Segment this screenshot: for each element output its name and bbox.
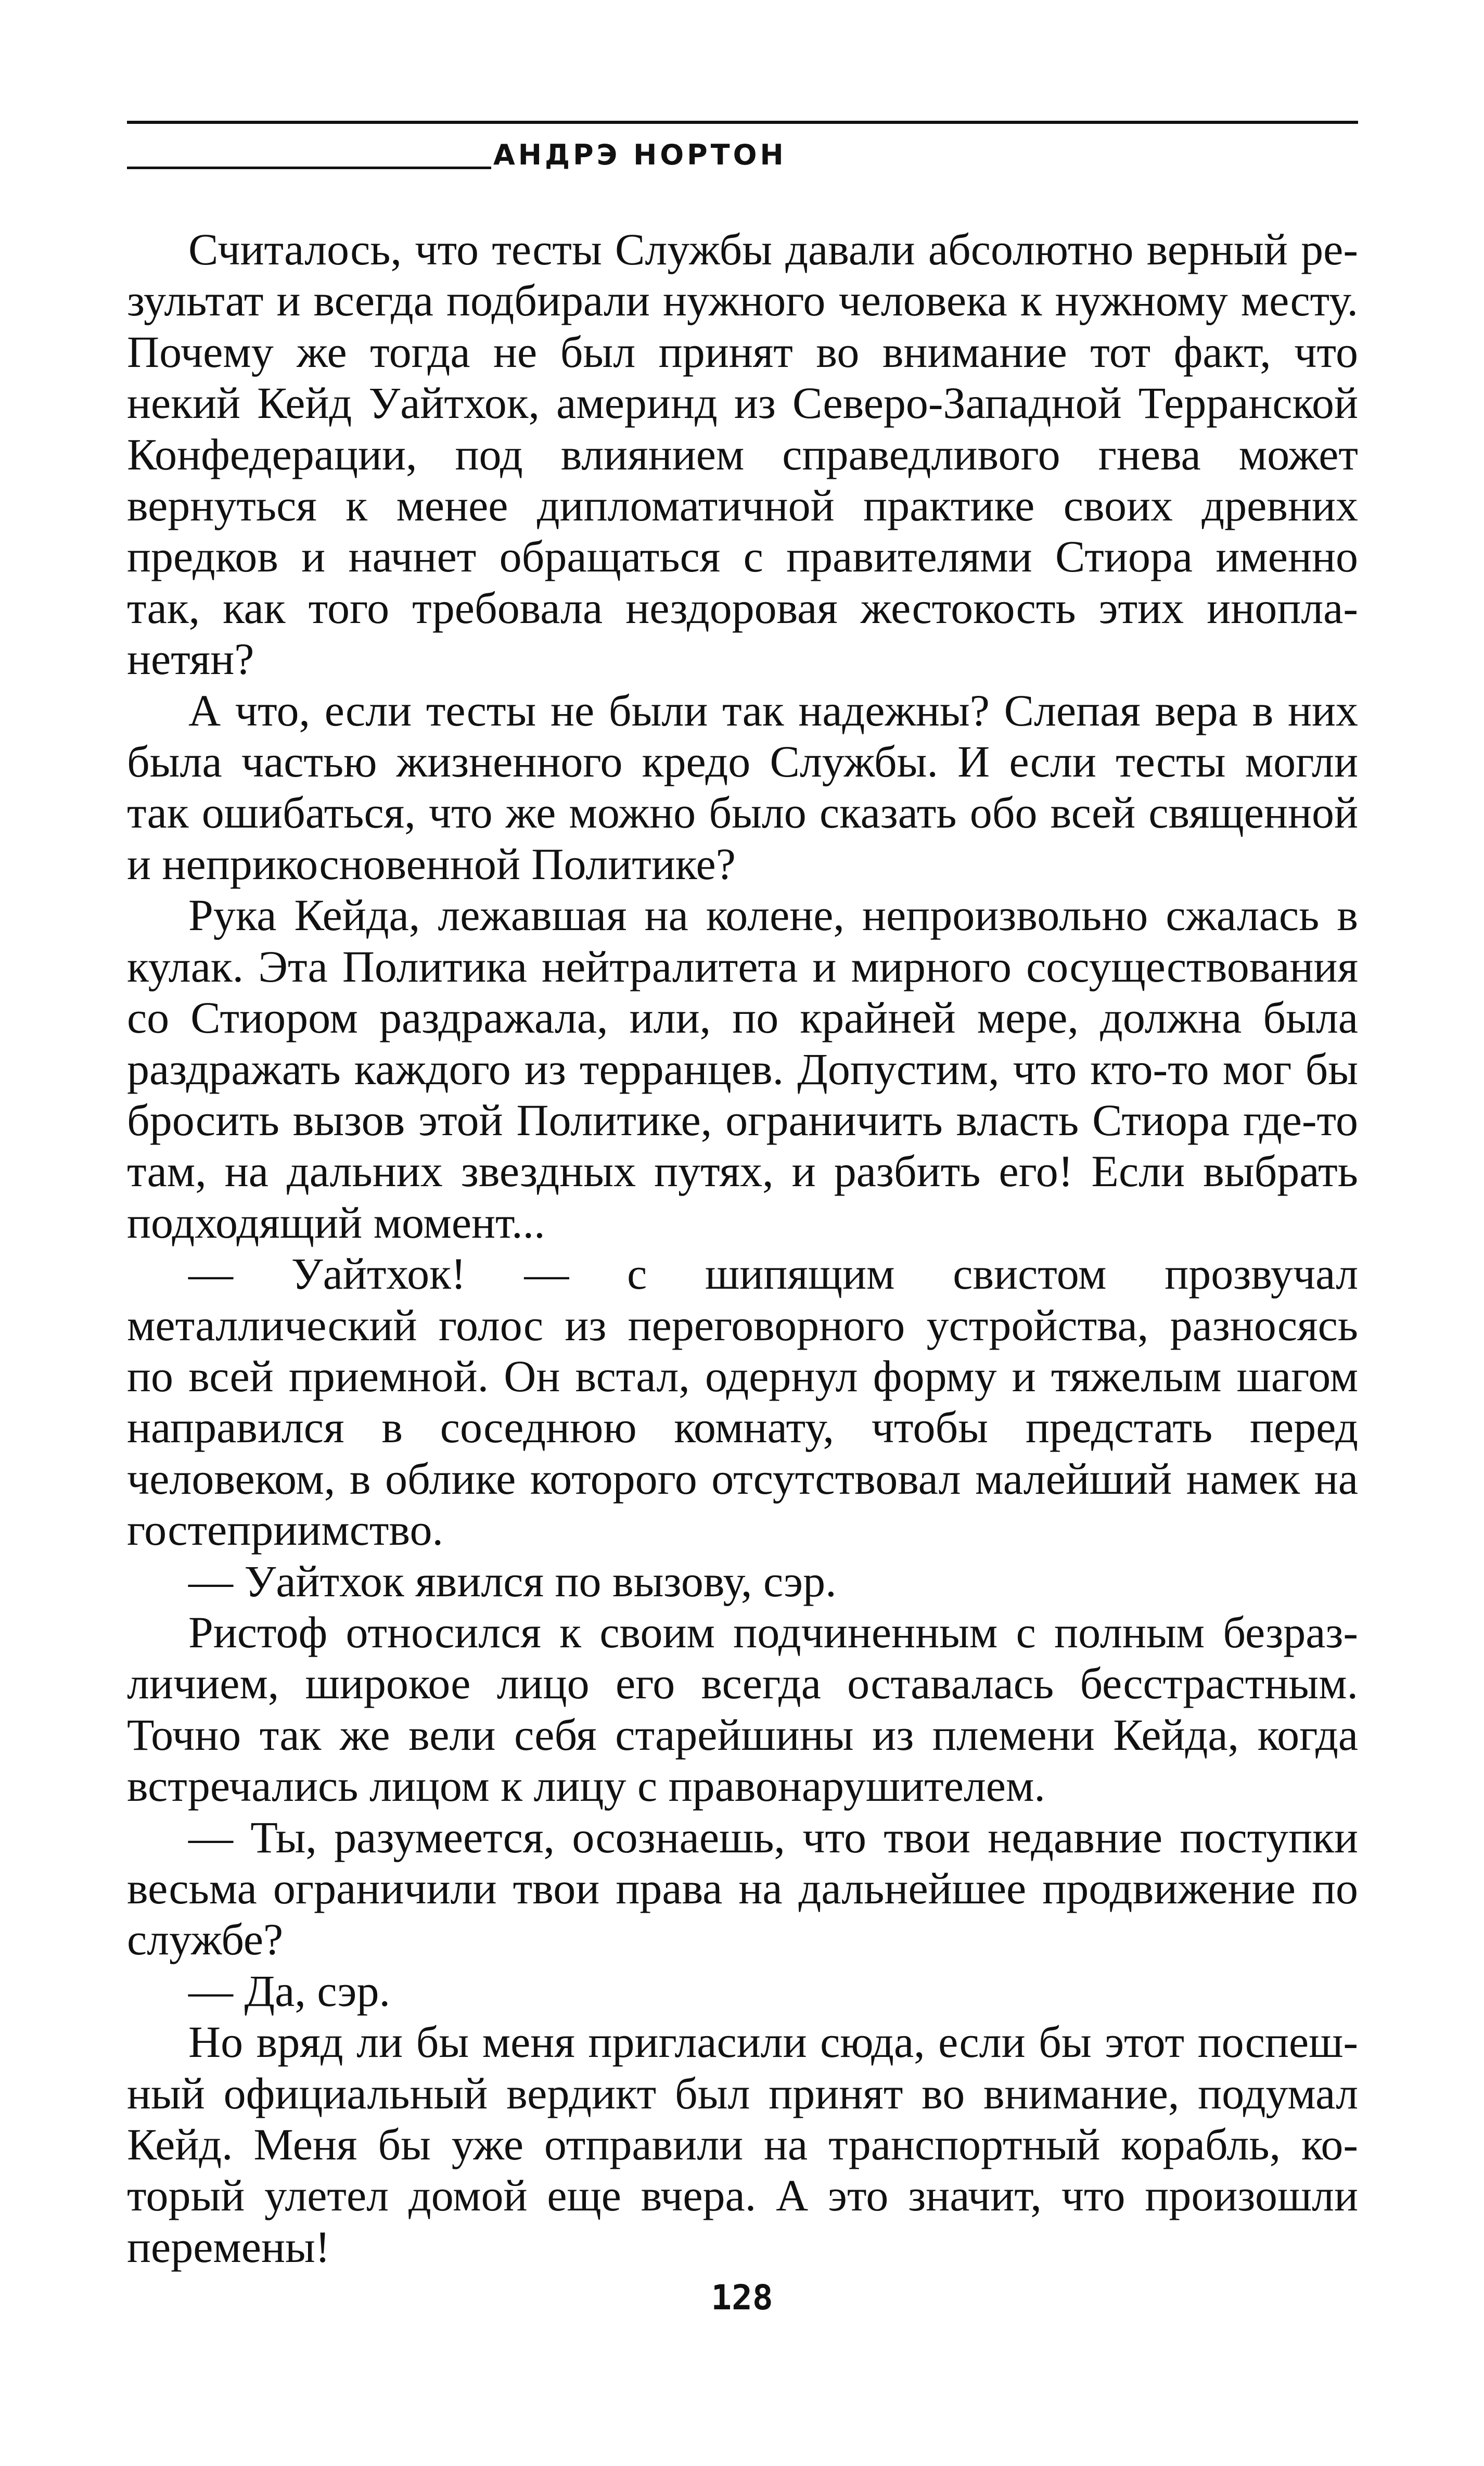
page-number: 128 xyxy=(711,2278,773,2318)
paragraph: — Уайтхок! — с шипящим свистом прозвучал металлический голос из переговорного устройства, разносясь по всей приемной. Он встал, одернул форму и тяжелым шагом направился в соседнюю комнату, чтобы предстать перед человеком, в облике которого отсутствовал малейший намек на гостеприимство. xyxy=(127,1249,1358,1555)
running-head: АНДРЭ НОРТОН xyxy=(493,138,787,171)
paragraph: Ристоф относился к своим подчиненным с полным безразличием, широкое лицо его всегда оставалась бесстрастным. Точно так же вели себя старейшины из племени Кейда, когда встречались лицом к лицу с правонарушителем. xyxy=(127,1607,1358,1811)
paragraph: Но вряд ли бы меня пригласили сюда, если бы этот поспешный официальный вердикт был принят во внимание, подумал Кейд. Меня бы уже отправили на транспортный корабль, который улетел домой еще вчера. А это значит, что произошли перемены! xyxy=(127,2017,1358,2272)
paragraph: — Да, сэр. xyxy=(188,1965,390,2016)
paragraph: — Ты, разумеется, осознаешь, что твои недавние поступки весьма ограничили твои права на дальнейшее продвижение по службе? xyxy=(127,1812,1358,1965)
body-text xyxy=(127,224,1358,2272)
header-left-line xyxy=(127,167,491,169)
header-top-rule xyxy=(127,121,1358,124)
paragraph: Считалось, что тесты Службы давали абсолютно верный результат и всегда подбирали нужного человека к нужному месту. Почему же тогда не был принят во внимание тот факт, что некий Кейд Уайтхок, америнд из Северо-Западной Терранской Конфедерации, под влиянием справедливого гнева может вернуться к менее дипломатичной практике своих древних предков и начнет обращаться с правителями Стиора именно так, как того требовала нездоровая жестокость этих инопланетян? xyxy=(127,224,1358,684)
paragraph: — Уайтхок явился по вызову, сэр. xyxy=(188,1556,837,1606)
paragraph: Рука Кейда, лежавшая на колене, непроизвольно сжалась в кулак. Эта Политика нейтралитета и мирного сосуществования со Стиором раздражала, или, по крайней мере, должна была раздражать каждого из терранцев. Допустим, что кто-то мог бы бросить вызов этой Политике, ограничить власть Стиора где-то там, на дальних звездных путях, и разбить его! Если выбрать подходящий момент... xyxy=(127,890,1358,1248)
paragraph: А что, если тесты не были так надежны? Слепая вера в них была частью жизненного кредо Службы. И если тесты могли так ошибаться, что же можно было сказать обо всей священной и неприкосновенной Политике? xyxy=(127,685,1358,889)
